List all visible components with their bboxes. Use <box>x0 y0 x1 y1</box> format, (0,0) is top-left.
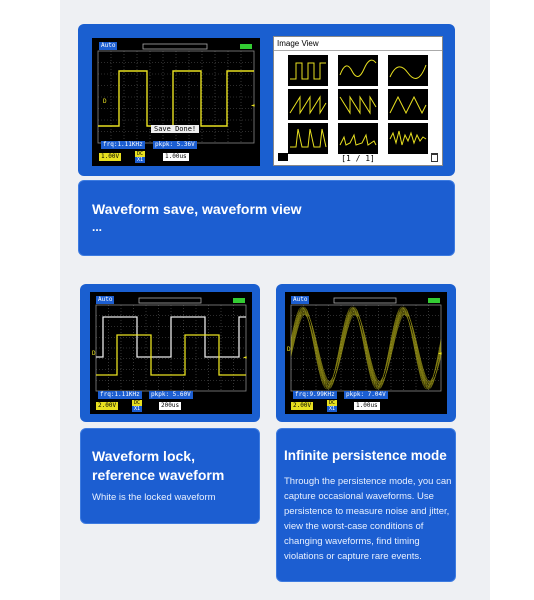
thumbnail-ramp-wave[interactable] <box>338 89 378 120</box>
svg-text:◄: ◄ <box>251 102 255 109</box>
panel1-mode-label: Auto <box>101 42 116 49</box>
panel2-scope-screen <box>90 292 252 414</box>
panel3-description <box>284 474 454 564</box>
panel2-title-line1: Waveform lock, <box>92 448 195 464</box>
thumbnail-pulse-wave[interactable] <box>338 123 378 154</box>
panel2-volt-div: 2.00V <box>98 402 117 409</box>
image-view-window <box>273 36 443 166</box>
panel1-text-card <box>78 180 455 256</box>
thumbnail-spike-wave[interactable] <box>288 123 328 154</box>
panel2-mode-label: Auto <box>98 296 113 303</box>
panel3-desc-line: view the worst-case conditions of <box>284 521 424 532</box>
panel3-freq-readout: frq:9.99KHz <box>295 391 335 398</box>
thumbnail-triangle-wave[interactable] <box>388 89 428 120</box>
panel1-volt-div: 1.00V <box>101 153 120 160</box>
panel3-desc-line: capture occasional waveforms. Use <box>284 491 434 502</box>
thumbnail-noise-wave[interactable] <box>388 123 428 154</box>
panel3-coupling-dc: DC <box>329 400 336 406</box>
panel1-freq-readout: frq:1.11KHz <box>103 141 143 148</box>
panel2-pkpk-readout: pkpk: 5.60V <box>151 391 191 398</box>
panel2-freq-readout: frq:1.11KHz <box>100 391 140 398</box>
panel3-desc-line: Through the persistence mode, you can <box>284 476 452 487</box>
panel3-volt-div: 2.00V <box>293 402 312 409</box>
panel1-save-message: Save Done! <box>151 125 199 133</box>
svg-text:D: D <box>92 350 96 357</box>
svg-text:D: D <box>287 346 291 353</box>
panel2-title-line2: reference waveform <box>92 467 225 483</box>
panel1-title: Waveform save, waveform view <box>92 201 302 217</box>
image-view-title: Image View <box>274 37 442 51</box>
thumbnail-square-wave[interactable] <box>288 55 328 86</box>
panel1-subtitle: ... <box>92 220 103 234</box>
svg-text:◄: ◄ <box>438 350 442 357</box>
panel1-pkpk-readout: pkpk: 5.36V <box>155 141 195 148</box>
panel3-desc-line: persistence to measure noise and jitter, <box>284 506 450 517</box>
panel2-coupling-x1: X1 <box>134 406 141 412</box>
panel3-coupling-x1: X1 <box>329 406 336 412</box>
panel1-coupling-x1: X1 <box>137 157 144 163</box>
svg-text:◄: ◄ <box>243 354 247 361</box>
panel2-description: White is the locked waveform <box>92 492 216 503</box>
panel3-time-div: 1.00us <box>356 402 378 409</box>
image-view-page: [1 / 1] <box>341 154 375 163</box>
thumbnail-sine-wave[interactable] <box>338 55 378 86</box>
panel2-coupling-dc: DC <box>134 400 141 406</box>
panel3-title: Infinite persistence mode <box>284 448 447 463</box>
svg-text:D: D <box>103 98 107 105</box>
panel3-pkpk-readout: pkpk: 7.04V <box>346 391 386 398</box>
panel1-scope-screen <box>92 38 260 166</box>
trash-icon[interactable] <box>431 153 438 162</box>
panel3-desc-line: violations or capture rare events. <box>284 551 422 562</box>
panel3-mode-label: Auto <box>293 296 308 303</box>
panel3-scope-screen <box>285 292 447 414</box>
panel2-time-div: 200us <box>161 402 180 409</box>
panel1-coupling-dc: DC <box>137 151 144 157</box>
thumbnail-sine-wave-2[interactable] <box>388 55 428 86</box>
thumbnail-sawtooth-wave[interactable] <box>288 89 328 120</box>
panel3-desc-line: changing waveforms, find timing <box>284 536 420 547</box>
panel1-time-div: 1.00us <box>165 153 187 160</box>
